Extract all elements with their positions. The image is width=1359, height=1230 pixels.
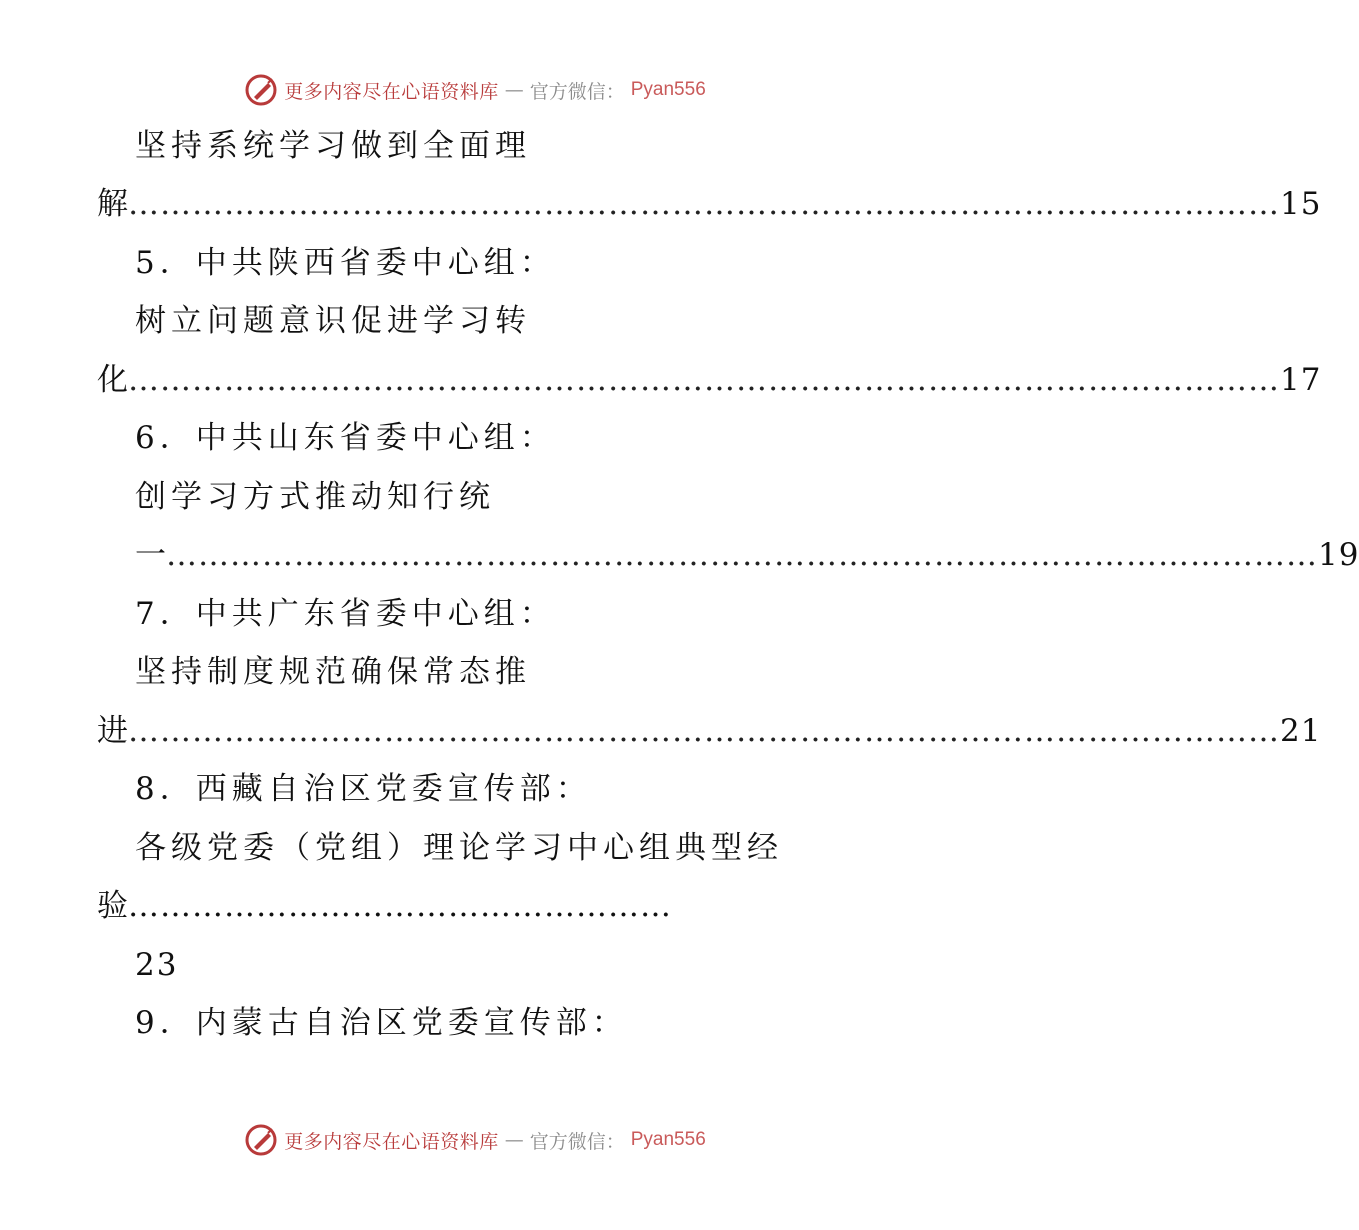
toc-entry-leader-row	[97, 360, 1322, 400]
toc-dot-leader: ………………………………………………………………………………………………	[128, 186, 1280, 222]
toc-entry-heading: 6．中共山东省委中心组：	[135, 420, 556, 456]
toc-entry-title: 坚持系统学习做到全面理	[135, 128, 531, 164]
toc-page-number: 21	[1280, 713, 1322, 749]
watermark-label: 官方微信：	[529, 80, 625, 103]
toc-entry-heading: 9．内蒙古自治区党委宣传部：	[135, 1005, 628, 1041]
toc-entry-heading: 7．中共广东省委中心组：	[135, 596, 556, 632]
toc-entry-leader-row	[135, 535, 1359, 575]
toc-entry-tail: 进	[97, 713, 128, 749]
watermark-text: 更多内容尽在心语资料库	[284, 1130, 499, 1153]
toc-page-number: 15	[1280, 186, 1322, 222]
toc-entry-tail: 化	[97, 362, 128, 398]
toc-dot-leader: ……………………………………………	[128, 888, 672, 924]
toc-entry-heading: 5．中共陕西省委中心组：	[135, 245, 556, 281]
watermark-wechat-id: Pyan556	[630, 1129, 706, 1150]
watermark-wechat-id: Pyan556	[630, 79, 706, 100]
pen-logo-icon	[244, 73, 278, 107]
toc-dot-leader: ………………………………………………………………………………………………	[166, 537, 1318, 573]
toc-page-number: 19	[1318, 537, 1359, 573]
toc-page-number: 17	[1280, 362, 1322, 398]
pen-logo-icon	[244, 1123, 278, 1157]
toc-entry-tail: 解	[97, 186, 128, 222]
toc-entry-title: 各级党委（党组）理论学习中心组典型经	[135, 830, 783, 866]
toc-entry-leader-row	[97, 711, 1322, 751]
watermark-separator: —	[504, 79, 524, 101]
toc-entry-heading: 8．西藏自治区党委宣传部：	[135, 771, 592, 807]
toc-entry-title: 坚持制度规范确保常态推	[135, 654, 531, 690]
toc-entry-title: 创学习方式推动知行统	[135, 479, 495, 515]
toc-entry-leader-row	[97, 184, 1322, 224]
watermark-text: 更多内容尽在心语资料库	[284, 80, 499, 103]
toc-dot-leader: ………………………………………………………………………………………………	[128, 362, 1280, 398]
watermark-separator: —	[504, 1129, 524, 1151]
toc-page-number: 23	[135, 947, 179, 983]
toc-entry-title: 树立问题意识促进学习转	[135, 303, 531, 339]
watermark-footer	[0, 1120, 950, 1160]
watermark-label: 官方微信：	[529, 1130, 625, 1153]
toc-entry-tail: 一	[135, 537, 166, 573]
toc-dot-leader: ………………………………………………………………………………………………	[128, 713, 1280, 749]
toc-entry-leader-row	[97, 886, 672, 926]
toc-entry-tail: 验	[97, 888, 128, 924]
watermark-header	[0, 70, 950, 110]
